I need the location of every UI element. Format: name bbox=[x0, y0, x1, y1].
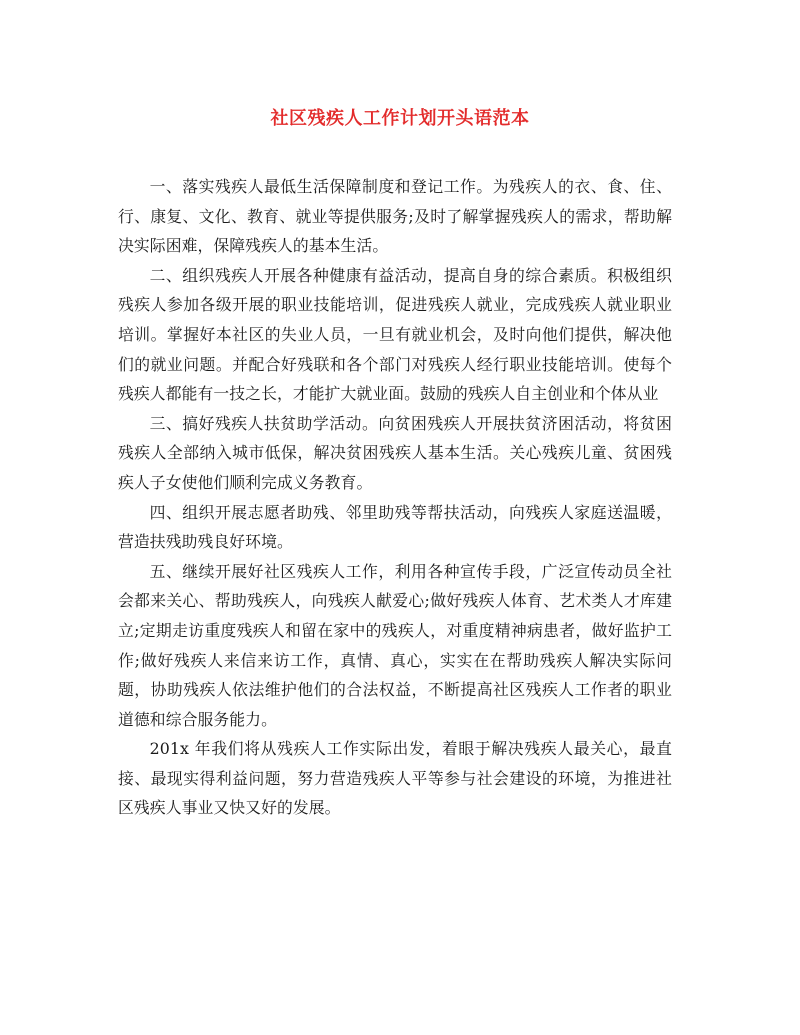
paragraph-5: 五、继续开展好社区残疾人工作，利用各种宣传手段，广泛宣传动员全社会都来关心、帮助残疾人，向残疾人献爱心;做好残疾人体育、艺术类人才库建立;定期走访重度残疾人和留在家中的残疾人，对重度精神病患者，做好监护工作;做好残疾人来信来访工作，真情、真心，实实在在帮助残疾人解决实际问题，协助残疾人依法维护他们的合法权益，不断提高社区残疾人工作者的职业道德和综合服务能力。 bbox=[118, 561, 672, 729]
paragraph-3: 三、搞好残疾人扶贫助学活动。向贫困残疾人开展扶贫济困活动，将贫困残疾人全部纳入城市低保，解决贫困残疾人基本生活。关心残疾儿童、贫困残疾人子女使他们顺利完成义务教育。 bbox=[118, 413, 672, 492]
document-title: 社区残疾人工作计划开头语范本 bbox=[270, 108, 530, 129]
paragraph-6: 201x 年我们将从残疾人工作实际出发，着眼于解决残疾人最关心，最直接、最现实得利益问题，努力营造残疾人平等参与社会建设的环境，为推进社区残疾人事业又快又好的发展。 bbox=[118, 739, 672, 818]
document-body bbox=[118, 172, 672, 823]
paragraph-4: 四、组织开展志愿者助残、邻里助残等帮扶活动，向残疾人家庭送温暖，营造扶残助残良好环境。 bbox=[118, 502, 672, 552]
paragraph-1: 一、落实残疾人最低生活保障制度和登记工作。为残疾人的衣、食、住、行、康复、文化、教育、就业等提供服务;及时了解掌握残疾人的需求，帮助解决实际困难，保障残疾人的基本生活。 bbox=[118, 177, 672, 256]
paragraph-2: 二、组织残疾人开展各种健康有益活动，提高自身的综合素质。积极组织残疾人参加各级开展的职业技能培训，促进残疾人就业，完成残疾人就业职业培训。掌握好本社区的失业人员，一旦有就业机会，及时向他们提供，解决他们的就业问题。并配合好残联和各个部门对残疾人经行职业技能培训。使每个残疾人都能有一技之长，才能扩大就业面。鼓励的残疾人自主创业和个体从业 bbox=[118, 265, 672, 404]
